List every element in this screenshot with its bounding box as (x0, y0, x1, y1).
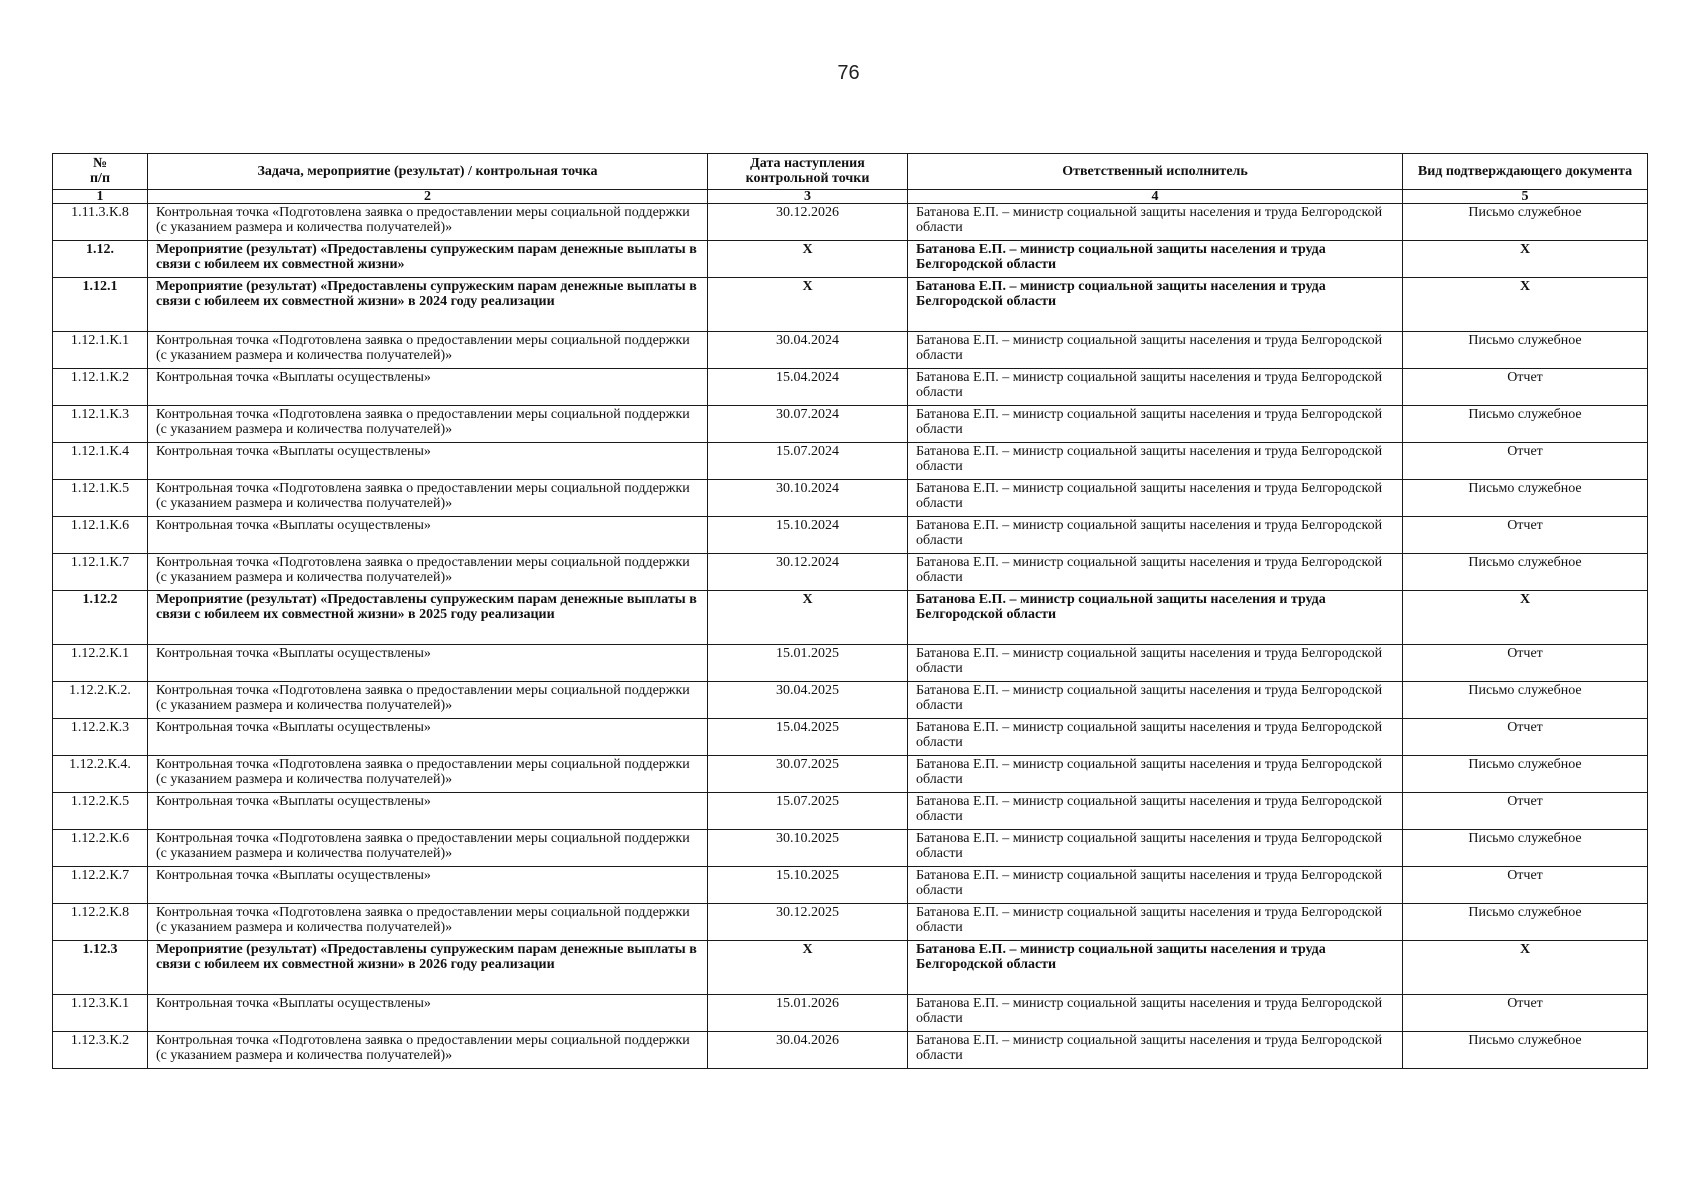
row-document: Письмо служебное (1403, 204, 1648, 241)
row-document: Письмо служебное (1403, 756, 1648, 793)
row-number: 1.12.1.К.1 (53, 332, 148, 369)
row-number: 1.12.1.К.4 (53, 443, 148, 480)
table-row (53, 332, 1648, 369)
row-document: Отчет (1403, 995, 1648, 1032)
table-row (53, 369, 1648, 406)
table-row (53, 995, 1648, 1032)
row-document: X (1403, 241, 1648, 278)
row-responsible: Батанова Е.П. – министр социальной защиты населения и труда Белгородской области (908, 241, 1403, 278)
row-date: X (708, 941, 908, 995)
row-number: 1.11.3.К.8 (53, 204, 148, 241)
row-responsible: Батанова Е.П. – министр социальной защиты населения и труда Белгородской области (908, 682, 1403, 719)
row-date: X (708, 241, 908, 278)
row-task: Контрольная точка «Выплаты осуществлены» (148, 645, 708, 682)
row-responsible: Батанова Е.П. – министр социальной защиты населения и труда Белгородской области (908, 369, 1403, 406)
table-row (53, 554, 1648, 591)
row-responsible: Батанова Е.П. – министр социальной защиты населения и труда Белгородской области (908, 332, 1403, 369)
row-number: 1.12.2.К.6 (53, 830, 148, 867)
row-number: 1.12.3.К.2 (53, 1032, 148, 1069)
row-date: 30.04.2024 (708, 332, 908, 369)
row-task: Контрольная точка «Выплаты осуществлены» (148, 867, 708, 904)
table-row (53, 204, 1648, 241)
row-document: Письмо служебное (1403, 1032, 1648, 1069)
column-number: 3 (708, 190, 908, 204)
row-responsible: Батанова Е.П. – министр социальной защиты населения и труда Белгородской области (908, 793, 1403, 830)
row-number: 1.12.1.К.5 (53, 480, 148, 517)
row-date: 30.12.2025 (708, 904, 908, 941)
row-task: Мероприятие (результат) «Предоставлены супружеским парам денежные выплаты в связи с юбилеем их совместной жизни» в 2025 году реализации (148, 591, 708, 645)
row-document: Письмо служебное (1403, 332, 1648, 369)
row-date: 15.10.2025 (708, 867, 908, 904)
table-row (53, 241, 1648, 278)
row-task: Мероприятие (результат) «Предоставлены супружеским парам денежные выплаты в связи с юбилеем их совместной жизни» в 2024 году реализации (148, 278, 708, 332)
row-date: 30.10.2025 (708, 830, 908, 867)
table-row (53, 719, 1648, 756)
header-date: Дата наступления контрольной точки (708, 154, 908, 190)
row-number: 1.12.2.К.4. (53, 756, 148, 793)
row-task: Контрольная точка «Подготовлена заявка о предоставлении меры социальной поддержки (с указанием размера и количества получателей)» (148, 904, 708, 941)
row-task: Контрольная точка «Выплаты осуществлены» (148, 995, 708, 1032)
row-responsible: Батанова Е.П. – министр социальной защиты населения и труда Белгородской области (908, 406, 1403, 443)
row-date: 15.04.2025 (708, 719, 908, 756)
row-number: 1.12.3 (53, 941, 148, 995)
row-task: Контрольная точка «Выплаты осуществлены» (148, 719, 708, 756)
row-responsible: Батанова Е.П. – министр социальной защиты населения и труда Белгородской области (908, 867, 1403, 904)
row-responsible: Батанова Е.П. – министр социальной защиты населения и труда Белгородской области (908, 756, 1403, 793)
row-task: Контрольная точка «Подготовлена заявка о предоставлении меры социальной поддержки (с указанием размера и количества получателей)» (148, 480, 708, 517)
row-task: Мероприятие (результат) «Предоставлены супружеским парам денежные выплаты в связи с юбилеем их совместной жизни» (148, 241, 708, 278)
table-row (53, 941, 1648, 995)
row-number: 1.12.1.К.2 (53, 369, 148, 406)
row-responsible: Батанова Е.П. – министр социальной защиты населения и труда Белгородской области (908, 941, 1403, 995)
row-task: Контрольная точка «Выплаты осуществлены» (148, 793, 708, 830)
row-document: Отчет (1403, 645, 1648, 682)
row-responsible: Батанова Е.П. – министр социальной защиты населения и труда Белгородской области (908, 554, 1403, 591)
table-body (53, 204, 1648, 1069)
row-task: Контрольная точка «Выплаты осуществлены» (148, 443, 708, 480)
row-task: Мероприятие (результат) «Предоставлены супружеским парам денежные выплаты в связи с юбилеем их совместной жизни» в 2026 году реализации (148, 941, 708, 995)
row-date: 15.04.2024 (708, 369, 908, 406)
row-document: Отчет (1403, 867, 1648, 904)
row-date: 30.07.2024 (708, 406, 908, 443)
table-row (53, 867, 1648, 904)
row-responsible: Батанова Е.П. – министр социальной защиты населения и труда Белгородской области (908, 480, 1403, 517)
row-number: 1.12.3.К.1 (53, 995, 148, 1032)
row-number: 1.12.2.К.5 (53, 793, 148, 830)
column-number: 1 (53, 190, 148, 204)
table-row (53, 682, 1648, 719)
row-date: 15.01.2026 (708, 995, 908, 1032)
row-date: 30.07.2025 (708, 756, 908, 793)
row-document: Письмо служебное (1403, 830, 1648, 867)
row-date: X (708, 591, 908, 645)
row-date: 15.07.2024 (708, 443, 908, 480)
row-responsible: Батанова Е.П. – министр социальной защиты населения и труда Белгородской области (908, 904, 1403, 941)
row-document: Письмо служебное (1403, 554, 1648, 591)
header-task: Задача, мероприятие (результат) / контрольная точка (148, 154, 708, 190)
row-date: 30.12.2024 (708, 554, 908, 591)
table-row (53, 278, 1648, 332)
row-responsible: Батанова Е.П. – министр социальной защиты населения и труда Белгородской области (908, 1032, 1403, 1069)
row-document: Отчет (1403, 517, 1648, 554)
column-number: 2 (148, 190, 708, 204)
row-number: 1.12.2.К.3 (53, 719, 148, 756)
row-date: 30.10.2024 (708, 480, 908, 517)
row-responsible: Батанова Е.П. – министр социальной защиты населения и труда Белгородской области (908, 591, 1403, 645)
row-task: Контрольная точка «Подготовлена заявка о предоставлении меры социальной поддержки (с указанием размера и количества получателей)» (148, 1032, 708, 1069)
row-document: X (1403, 278, 1648, 332)
table-row (53, 406, 1648, 443)
table-row (53, 480, 1648, 517)
column-number: 4 (908, 190, 1403, 204)
row-document: Отчет (1403, 719, 1648, 756)
table-row (53, 756, 1648, 793)
table-row (53, 830, 1648, 867)
table-row (53, 1032, 1648, 1069)
row-task: Контрольная точка «Подготовлена заявка о предоставлении меры социальной поддержки (с указанием размера и количества получателей)» (148, 554, 708, 591)
row-date: 30.04.2026 (708, 1032, 908, 1069)
row-task: Контрольная точка «Подготовлена заявка о предоставлении меры социальной поддержки (с указанием размера и количества получателей)» (148, 332, 708, 369)
row-date: 30.04.2025 (708, 682, 908, 719)
row-date: 15.07.2025 (708, 793, 908, 830)
row-number: 1.12.1 (53, 278, 148, 332)
row-date: 30.12.2026 (708, 204, 908, 241)
column-numbers-row (53, 190, 1648, 204)
row-number: 1.12.1.К.3 (53, 406, 148, 443)
row-document: Письмо служебное (1403, 904, 1648, 941)
table-row (53, 645, 1648, 682)
row-responsible: Батанова Е.П. – министр социальной защиты населения и труда Белгородской области (908, 995, 1403, 1032)
header-responsible: Ответственный исполнитель (908, 154, 1403, 190)
row-responsible: Батанова Е.П. – министр социальной защиты населения и труда Белгородской области (908, 443, 1403, 480)
row-number: 1.12.2.К.1 (53, 645, 148, 682)
row-document: Письмо служебное (1403, 406, 1648, 443)
row-document: Письмо служебное (1403, 480, 1648, 517)
row-date: 15.10.2024 (708, 517, 908, 554)
row-number: 1.12.2 (53, 591, 148, 645)
row-number: 1.12.1.К.7 (53, 554, 148, 591)
table-row (53, 904, 1648, 941)
row-task: Контрольная точка «Подготовлена заявка о предоставлении меры социальной поддержки (с указанием размера и количества получателей)» (148, 830, 708, 867)
page-number: 76 (837, 62, 860, 84)
row-responsible: Батанова Е.П. – министр социальной защиты населения и труда Белгородской области (908, 830, 1403, 867)
row-task: Контрольная точка «Выплаты осуществлены» (148, 369, 708, 406)
row-date: X (708, 278, 908, 332)
row-date: 15.01.2025 (708, 645, 908, 682)
row-responsible: Батанова Е.П. – министр социальной защиты населения и труда Белгородской области (908, 204, 1403, 241)
row-responsible: Батанова Е.П. – министр социальной защиты населения и труда Белгородской области (908, 278, 1403, 332)
column-number: 5 (1403, 190, 1648, 204)
row-responsible: Батанова Е.П. – министр социальной защиты населения и труда Белгородской области (908, 719, 1403, 756)
row-number: 1.12. (53, 241, 148, 278)
row-document: Письмо служебное (1403, 682, 1648, 719)
row-task: Контрольная точка «Подготовлена заявка о предоставлении меры социальной поддержки (с указанием размера и количества получателей)» (148, 756, 708, 793)
row-task: Контрольная точка «Подготовлена заявка о предоставлении меры социальной поддержки (с указанием размера и количества получателей)» (148, 204, 708, 241)
row-document: X (1403, 941, 1648, 995)
row-number: 1.12.2.К.7 (53, 867, 148, 904)
table-row (53, 793, 1648, 830)
row-number: 1.12.1.К.6 (53, 517, 148, 554)
row-task: Контрольная точка «Подготовлена заявка о предоставлении меры социальной поддержки (с указанием размера и количества получателей)» (148, 406, 708, 443)
table-row (53, 443, 1648, 480)
header-document: Вид подтверждающего документа (1403, 154, 1648, 190)
row-task: Контрольная точка «Выплаты осуществлены» (148, 517, 708, 554)
row-responsible: Батанова Е.П. – министр социальной защиты населения и труда Белгородской области (908, 517, 1403, 554)
row-number: 1.12.2.К.2. (53, 682, 148, 719)
row-number: 1.12.2.К.8 (53, 904, 148, 941)
table-row (53, 591, 1648, 645)
row-responsible: Батанова Е.П. – министр социальной защиты населения и труда Белгородской области (908, 645, 1403, 682)
row-document: Отчет (1403, 443, 1648, 480)
row-document: X (1403, 591, 1648, 645)
row-document: Отчет (1403, 793, 1648, 830)
header-num: № п/п (53, 154, 148, 190)
row-document: Отчет (1403, 369, 1648, 406)
row-task: Контрольная точка «Подготовлена заявка о предоставлении меры социальной поддержки (с указанием размера и количества получателей)» (148, 682, 708, 719)
table-row (53, 517, 1648, 554)
control-points-table (52, 153, 1648, 1069)
